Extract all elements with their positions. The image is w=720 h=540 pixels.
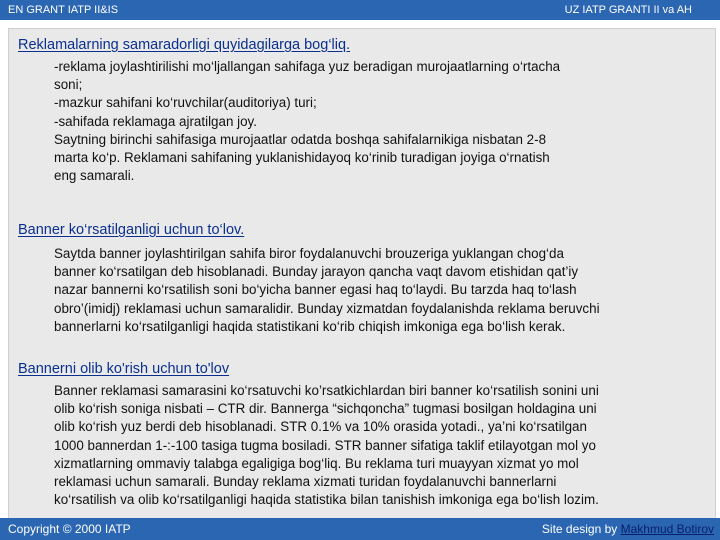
- body-line: olib ko‘rish soniga nisbati – CTR dir. Bannerga “sichqoncha” tugmasi bosilgan holdagina uni: [54, 401, 597, 417]
- section-body-impressions: [54, 245, 718, 336]
- body-line: -mazkur sahifani ko‘ruvchilar(auditoriya) turi;: [54, 95, 317, 111]
- body-line: soni;: [54, 77, 83, 93]
- footer-design-credit: [542, 518, 714, 540]
- body-line: bannerlarni ko‘rsatilganligi haqida statistikani ko‘rib chiqish imkoniga ega bo‘lish kerak.: [54, 318, 566, 334]
- body-line: olib ko‘rish yuz berdi deb hisoblanadi. STR 0.1% va 10% orasida yotadi., ya’ni ko‘rsatilgan: [54, 419, 587, 435]
- footer-copyright: Copyright © 2000 IATP: [8, 522, 131, 536]
- body-line: Banner reklamasi samarasini ko‘rsatuvchi ko’rsatkichlardan biri banner ko‘rsatilish sonini uni: [54, 383, 599, 398]
- body-line: xizmatlarning ommaviy talabga egaligiga bog‘liq. Bu reklama turi muayyan xizmat yo mol: [54, 455, 579, 471]
- footer-design-prefix: Site design by: [541, 522, 621, 536]
- section-heading-clicks: Bannerni olib ko'rish uchun to'lov: [18, 361, 230, 377]
- body-line: eng samarali.: [54, 168, 135, 184]
- body-line: ko‘rsatilish va olib ko‘rsatilganligi haqida statistika bilan tanishish imkoniga ega bo‘lish lozim.: [54, 492, 599, 508]
- body-line: nazar bannerni ko‘rsatilish soni bo‘yicha banner egasi haq to‘laydi. Bu tarzda haq to‘lash: [54, 282, 577, 298]
- section-heading-impressions: Banner ko‘rsatilganligi uchun to‘lov.: [18, 222, 245, 238]
- footer-author-link[interactable]: Makhmud Botirov: [620, 522, 714, 536]
- header-left-title: EN GRANT IATP II&IS: [8, 4, 119, 16]
- section-heading-effectiveness: Reklamalarning samaradorligi quyidagilarga bog‘liq.: [18, 37, 351, 53]
- section-body-clicks: [54, 382, 718, 509]
- body-line: -reklama joylashtirilishi mo‘ljallangan sahifaga yuz beradigan murojaatlarning o‘rtacha: [54, 59, 561, 74]
- body-line: 1000 bannerdan 1-:-100 tasiga tugma bosiladi. STR banner sifatiga taklif etilayotgan mol yo: [54, 437, 596, 453]
- body-line: Saytda banner joylashtirilgan sahifa biror foydalanuvchi brouzeriga yuklangan chog‘da: [54, 246, 564, 261]
- body-line: Saytning birinchi sahifasiga murojaatlar odatda boshqa sahifalarnikiga nisbatan 2-8: [54, 131, 547, 147]
- bottom-footer-bar: [0, 518, 720, 540]
- body-line: reklamasi uchun samarali. Bunday reklama xizmati turidan foydalanuvchi bannerlarni: [54, 474, 557, 490]
- section-body-effectiveness: [54, 58, 714, 185]
- header-right-title: UZ IATP GRANTI II va AH: [564, 4, 692, 16]
- body-line: banner ko‘rsatilgan deb hisoblanadi. Bunday jarayon qancha vaqt davom etishidan qat’iy: [54, 264, 579, 280]
- top-header-bar: [0, 0, 720, 20]
- body-line: marta ko‘p. Reklamani sahifaning yuklanishidayoq ko‘rinib turadigan joyiga o‘rnatish: [54, 150, 550, 166]
- body-line: -sahifada reklamaga ajratilgan joy.: [54, 113, 257, 129]
- body-line: obro’(imidj) reklamasi uchun samaralidir. Bunday xizmatdan foydalanishda reklama beruvchi: [54, 300, 600, 316]
